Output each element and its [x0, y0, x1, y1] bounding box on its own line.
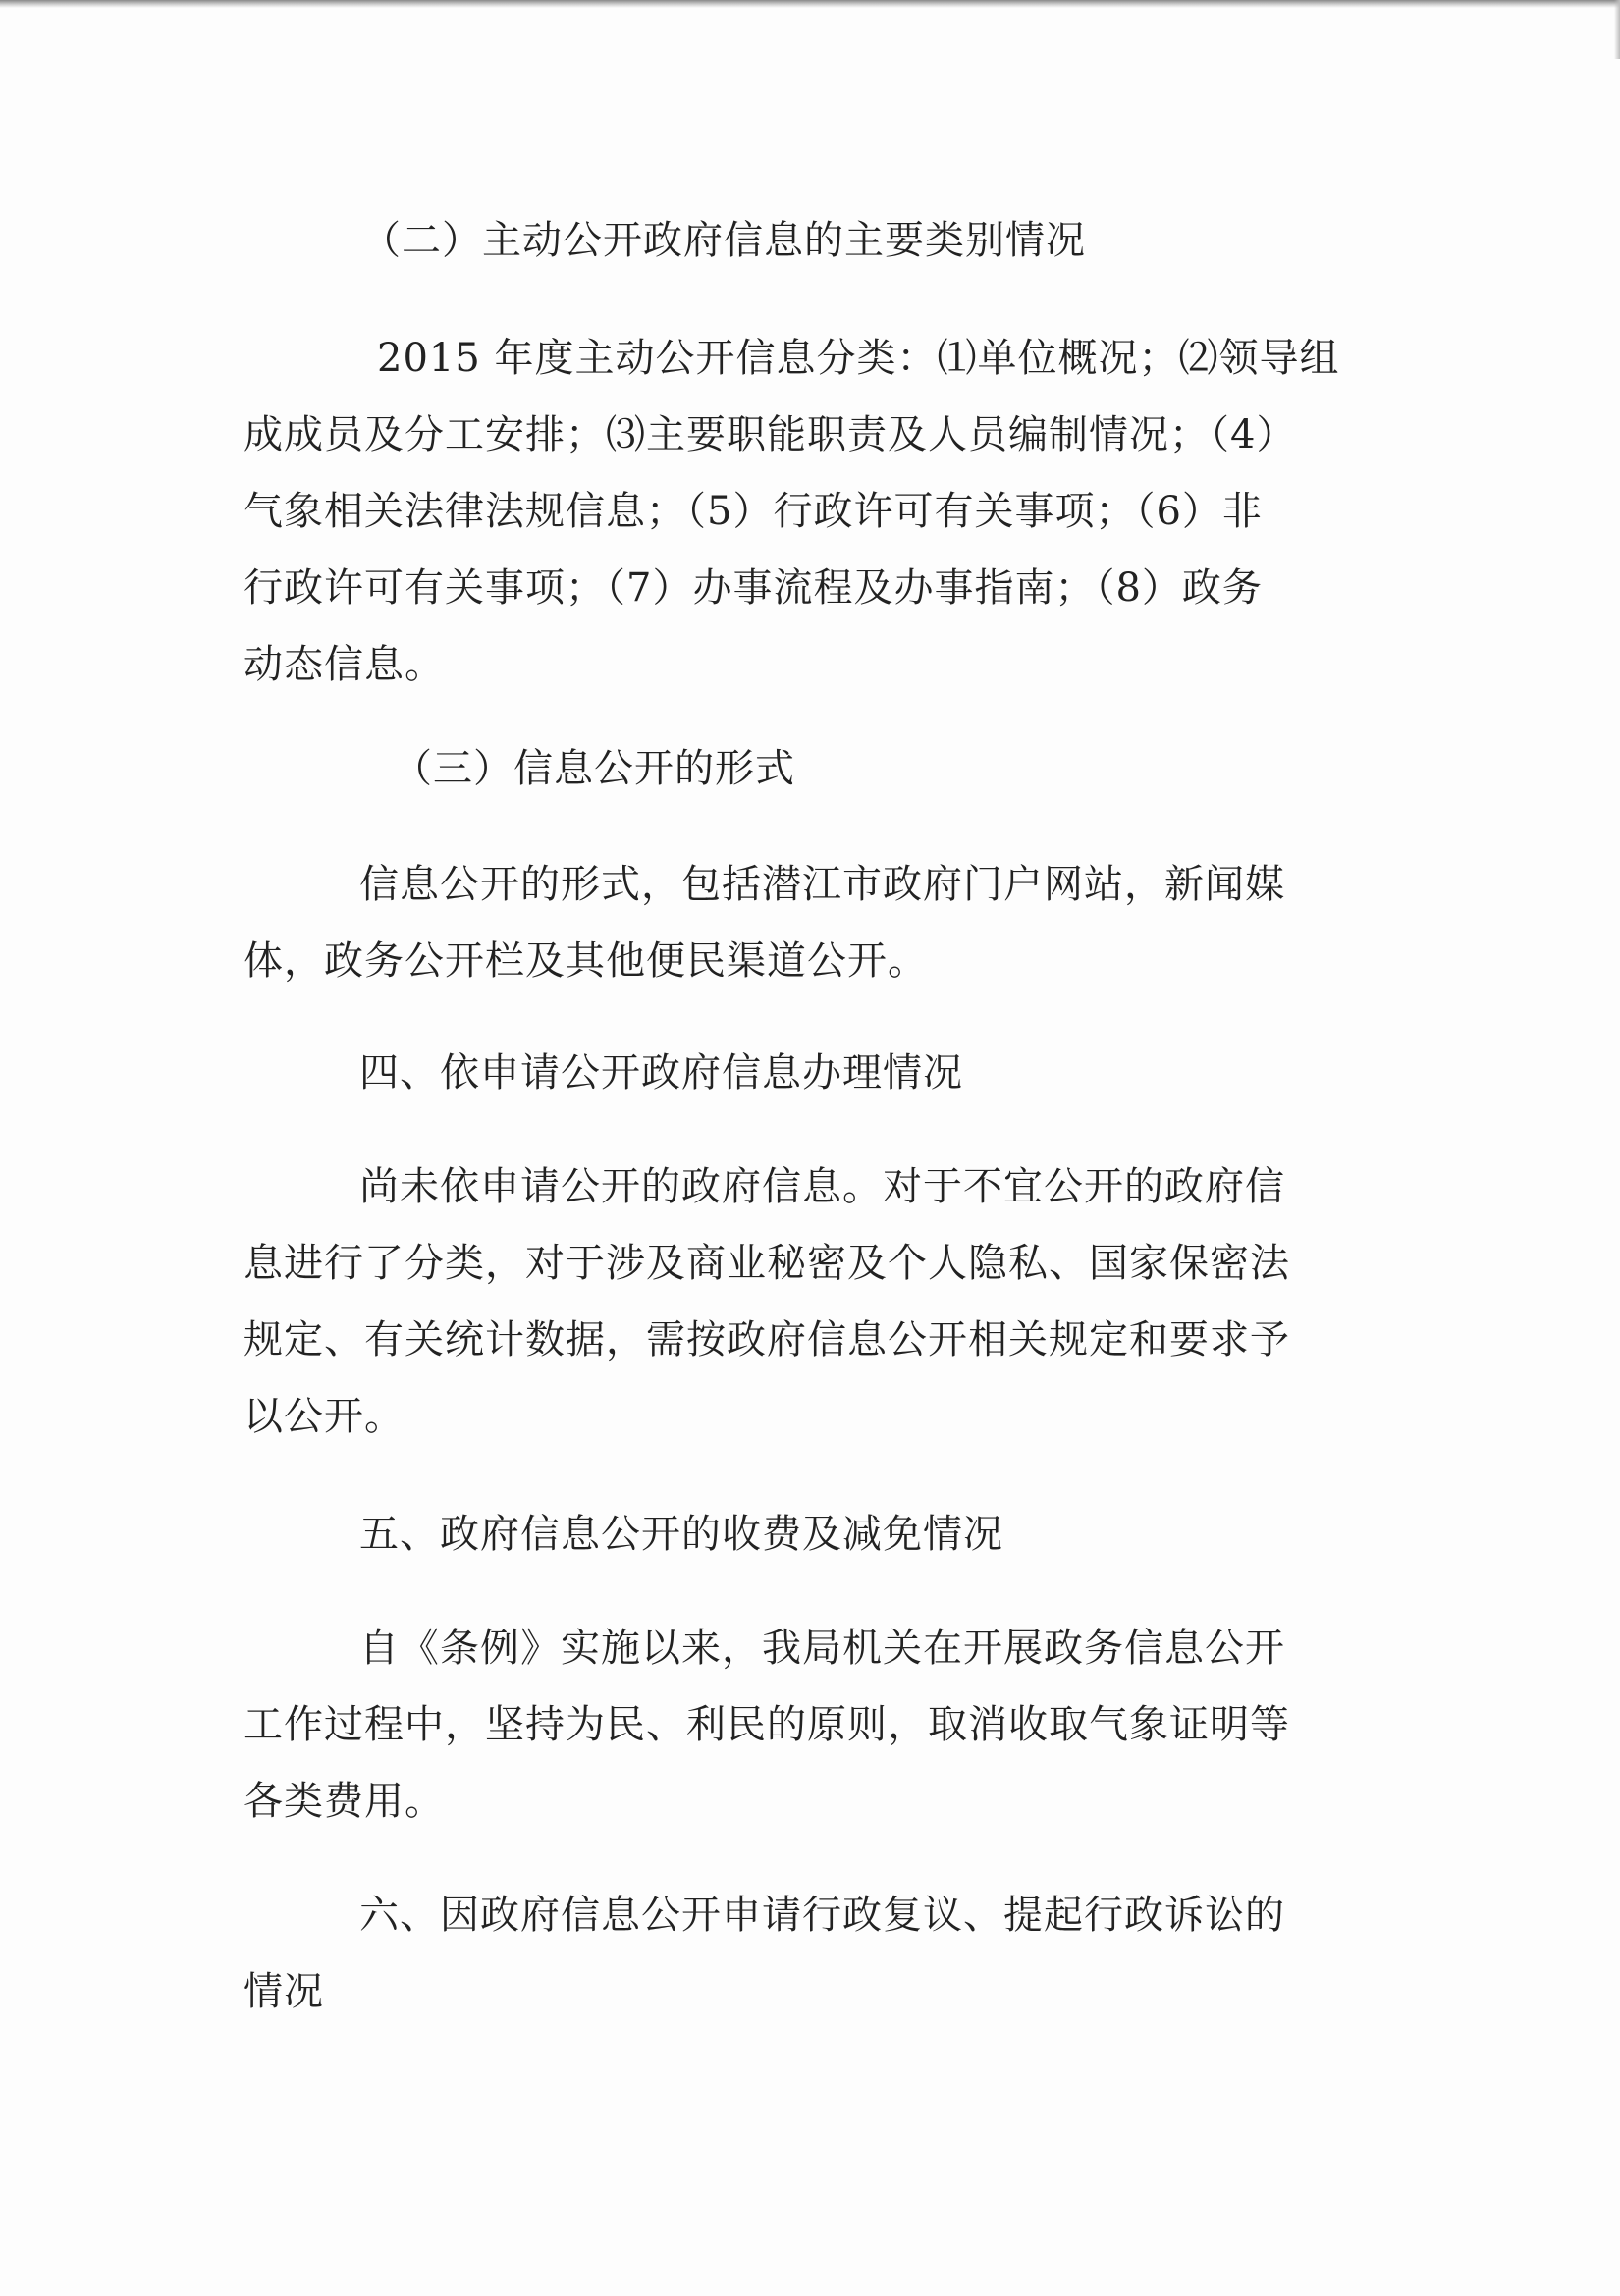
paragraph-line: 行政许可有关事项；（7）办事流程及办事指南；（8）政务	[243, 565, 1263, 611]
paragraph-line: 2015 年度主动公开信息分类：⑴单位概况；⑵领导组	[377, 336, 1340, 381]
paragraph-categories	[243, 320, 1373, 703]
paragraph-line: 信息公开的形式，包括潜江市政府门户网站，新闻媒	[359, 862, 1285, 907]
section-5-title: 五、政府信息公开的收费及减免情况	[359, 1512, 1003, 1557]
paragraph-line: 规定、有关统计数据，需按政府信息公开相关规定和要求予	[243, 1317, 1290, 1362]
paragraph-line: 六、因政府信息公开申请行政复议、提起行政诉讼的	[359, 1893, 1285, 1938]
paragraph-line: 气象相关法律法规信息；（5）行政许可有关事项；（6）非	[243, 489, 1263, 534]
section-6-title	[243, 1877, 1373, 2030]
heading-disclosure-forms: （三）信息公开的形式	[393, 746, 795, 791]
paragraph-line: 尚未依申请公开的政府信息。对于不宜公开的政府信	[359, 1164, 1285, 1209]
paragraph-line: 息进行了分类，对于涉及商业秘密及个人隐私、国家保密法	[243, 1241, 1290, 1286]
paragraph-line: 动态信息。	[243, 642, 445, 687]
paragraph-line: 工作过程中，坚持为民、利民的原则，取消收取气象证明等	[243, 1702, 1290, 1747]
paragraph-line: 自《条例》实施以来，我局机关在开展政务信息公开	[359, 1626, 1285, 1671]
scan-top-edge	[0, 0, 1620, 8]
paragraph-application	[243, 1148, 1373, 1455]
paragraph-line: 成成员及分工安排；⑶主要职能职责及人员编制情况；（4）	[243, 412, 1297, 457]
paragraph-fees	[243, 1610, 1373, 1840]
paragraph-line: 以公开。	[243, 1394, 405, 1439]
paragraph-line: 各类费用。	[243, 1779, 445, 1824]
scan-right-edge	[1614, 0, 1620, 59]
paragraph-line: 体，政务公开栏及其他便民渠道公开。	[243, 938, 928, 984]
paragraph-line: 情况	[243, 1969, 324, 2014]
heading-active-disclosure-categories: （二）主动公开政府信息的主要类别情况	[361, 218, 1086, 263]
section-4-title: 四、依申请公开政府信息办理情况	[359, 1050, 963, 1095]
paragraph-forms	[243, 846, 1373, 999]
